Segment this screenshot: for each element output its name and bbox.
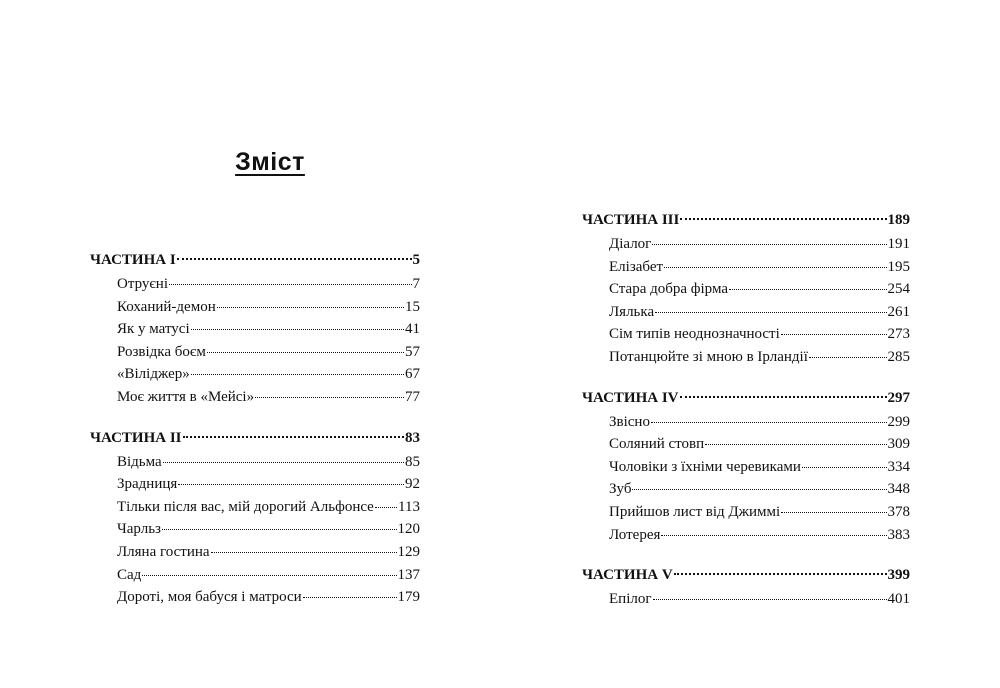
entry-title: Діалог	[609, 236, 652, 252]
entry-title: «Віліджер»	[117, 366, 190, 383]
entry-page: 57	[405, 343, 420, 360]
leader-dots	[177, 258, 412, 260]
entry-title: Як у матусі	[117, 321, 190, 338]
entry-title: Чоловіки з їхніми черевиками	[609, 458, 801, 475]
entry-page: 15	[405, 298, 420, 315]
entry-title: Елізабет	[609, 258, 664, 275]
leader-dots	[303, 597, 397, 598]
entry-page: 67	[405, 366, 420, 383]
leader-dots	[705, 444, 886, 445]
entry-page: 77	[405, 388, 420, 405]
page-title: Зміст	[235, 148, 305, 176]
leader-dots	[162, 529, 397, 530]
toc-entry[interactable]	[90, 589, 420, 612]
toc-entry[interactable]	[90, 454, 420, 477]
entry-title: Зуб	[609, 481, 632, 498]
entry-title: Тільки після вас, мій дорогий Альфонсе	[117, 498, 374, 515]
leader-dots	[211, 552, 397, 553]
entry-title: Сім типів неоднозначності	[609, 326, 780, 343]
entry-title: Потанцюйте зі мною в Ірландії	[609, 348, 808, 365]
part-label: ЧАСТИНА І	[90, 252, 176, 268]
entry-title: Отруєні	[117, 276, 169, 292]
toc-part[interactable]	[90, 252, 420, 274]
entry-title: Лотерея	[609, 526, 661, 543]
leader-dots	[729, 289, 887, 290]
toc-entry[interactable]	[582, 236, 910, 259]
toc-entry[interactable]	[90, 321, 420, 344]
leader-dots	[178, 484, 404, 485]
entry-page: 299	[887, 413, 910, 430]
toc-part[interactable]	[582, 567, 910, 589]
entry-page: 261	[887, 303, 910, 320]
entry-page: 7	[412, 276, 420, 292]
leader-dots	[781, 512, 886, 513]
entry-page: 348	[887, 481, 910, 498]
entry-title: Епілог	[609, 591, 652, 608]
entry-page: 195	[887, 258, 910, 275]
toc-entry[interactable]	[90, 499, 420, 522]
entry-page: 334	[887, 458, 910, 475]
entry-title: Соляний стовп	[609, 436, 705, 453]
part-label: ЧАСТИНА ІІІ	[582, 212, 680, 228]
entry-page: 285	[887, 348, 910, 365]
leader-dots	[207, 352, 404, 353]
toc-right-column	[582, 212, 910, 614]
leader-dots	[680, 218, 886, 220]
entry-title: Звісно	[609, 413, 650, 430]
leader-dots	[661, 535, 886, 536]
toc-entry[interactable]	[90, 344, 420, 367]
part-page: 189	[887, 212, 910, 228]
toc-entry[interactable]	[582, 527, 910, 550]
part-label: ЧАСТИНА IV	[582, 389, 679, 406]
entry-page: 378	[887, 503, 910, 520]
part-label: ЧАСТИНА ІІ	[90, 429, 182, 446]
toc-entry[interactable]	[582, 459, 910, 482]
leader-dots	[655, 312, 886, 313]
toc-entry[interactable]	[90, 389, 420, 412]
toc-entry[interactable]	[90, 476, 420, 499]
toc-entry[interactable]	[582, 259, 910, 282]
toc-entry[interactable]	[582, 481, 910, 504]
part-page: 5	[412, 252, 420, 268]
toc-entry[interactable]	[90, 366, 420, 389]
toc-entry[interactable]	[582, 504, 910, 527]
leader-dots	[653, 599, 887, 600]
toc-entry[interactable]	[582, 281, 910, 304]
entry-page: 273	[887, 326, 910, 343]
toc-entry[interactable]	[582, 349, 910, 372]
entry-page: 129	[397, 543, 420, 560]
toc-left-column	[90, 252, 420, 612]
toc-entry[interactable]	[90, 521, 420, 544]
entry-title: Сад	[117, 566, 142, 583]
entry-page: 254	[887, 281, 910, 298]
toc-entry[interactable]	[90, 567, 420, 590]
leader-dots	[217, 307, 404, 308]
toc-entry[interactable]	[582, 326, 910, 349]
part-label: ЧАСТИНА V	[582, 567, 673, 584]
part-page: 399	[887, 567, 910, 584]
leader-dots	[664, 267, 886, 268]
leader-dots	[651, 422, 887, 423]
toc-entry[interactable]	[90, 276, 420, 299]
toc-entry[interactable]	[582, 304, 910, 327]
entry-title: Дороті, моя бабуся і матроси	[117, 589, 302, 606]
entry-title: Зрадниця	[117, 476, 178, 493]
leader-dots	[142, 575, 396, 576]
entry-page: 85	[405, 453, 420, 470]
leader-dots	[802, 467, 887, 468]
leader-dots	[632, 489, 886, 490]
entry-page: 191	[887, 236, 910, 252]
part-page: 297	[887, 389, 910, 406]
entry-title: Відьма	[117, 453, 162, 470]
leader-dots	[163, 462, 404, 463]
entry-page: 113	[398, 498, 420, 515]
toc-entry[interactable]	[582, 591, 910, 614]
entry-page: 383	[887, 526, 910, 543]
entry-page: 309	[887, 436, 910, 453]
entry-title: Моє життя в «Мейсі»	[117, 388, 255, 405]
toc-entry[interactable]	[90, 544, 420, 567]
leader-dots	[169, 284, 411, 285]
part-page: 83	[405, 429, 420, 446]
toc-entry[interactable]	[582, 414, 910, 437]
entry-title: Чарльз	[117, 521, 161, 538]
leader-dots	[652, 244, 886, 245]
leader-dots	[191, 374, 404, 375]
leader-dots	[375, 507, 397, 508]
toc-part[interactable]	[582, 212, 910, 234]
leader-dots	[255, 397, 404, 398]
toc-part[interactable]	[90, 430, 420, 452]
leader-dots	[680, 396, 887, 398]
toc-part[interactable]	[582, 390, 910, 412]
leader-dots	[674, 573, 887, 575]
entry-title: Лялька	[609, 303, 655, 320]
entry-title: Прийшов лист від Джиммі	[609, 503, 781, 520]
toc-entry[interactable]	[90, 299, 420, 322]
toc-entry[interactable]	[582, 436, 910, 459]
entry-page: 120	[397, 521, 420, 538]
entry-title: Розвідка боєм	[117, 343, 206, 360]
leader-dots	[781, 334, 887, 335]
leader-dots	[183, 436, 404, 438]
entry-page: 179	[397, 589, 420, 606]
entry-title: Лляна гостина	[117, 543, 210, 560]
entry-title: Стара добра фірма	[609, 281, 728, 298]
leader-dots	[191, 329, 404, 330]
entry-title: Коханий-демон	[117, 298, 216, 315]
leader-dots	[809, 357, 887, 358]
entry-page: 137	[397, 566, 420, 583]
entry-page: 401	[887, 591, 910, 608]
entry-page: 92	[405, 476, 420, 493]
entry-page: 41	[405, 321, 420, 338]
